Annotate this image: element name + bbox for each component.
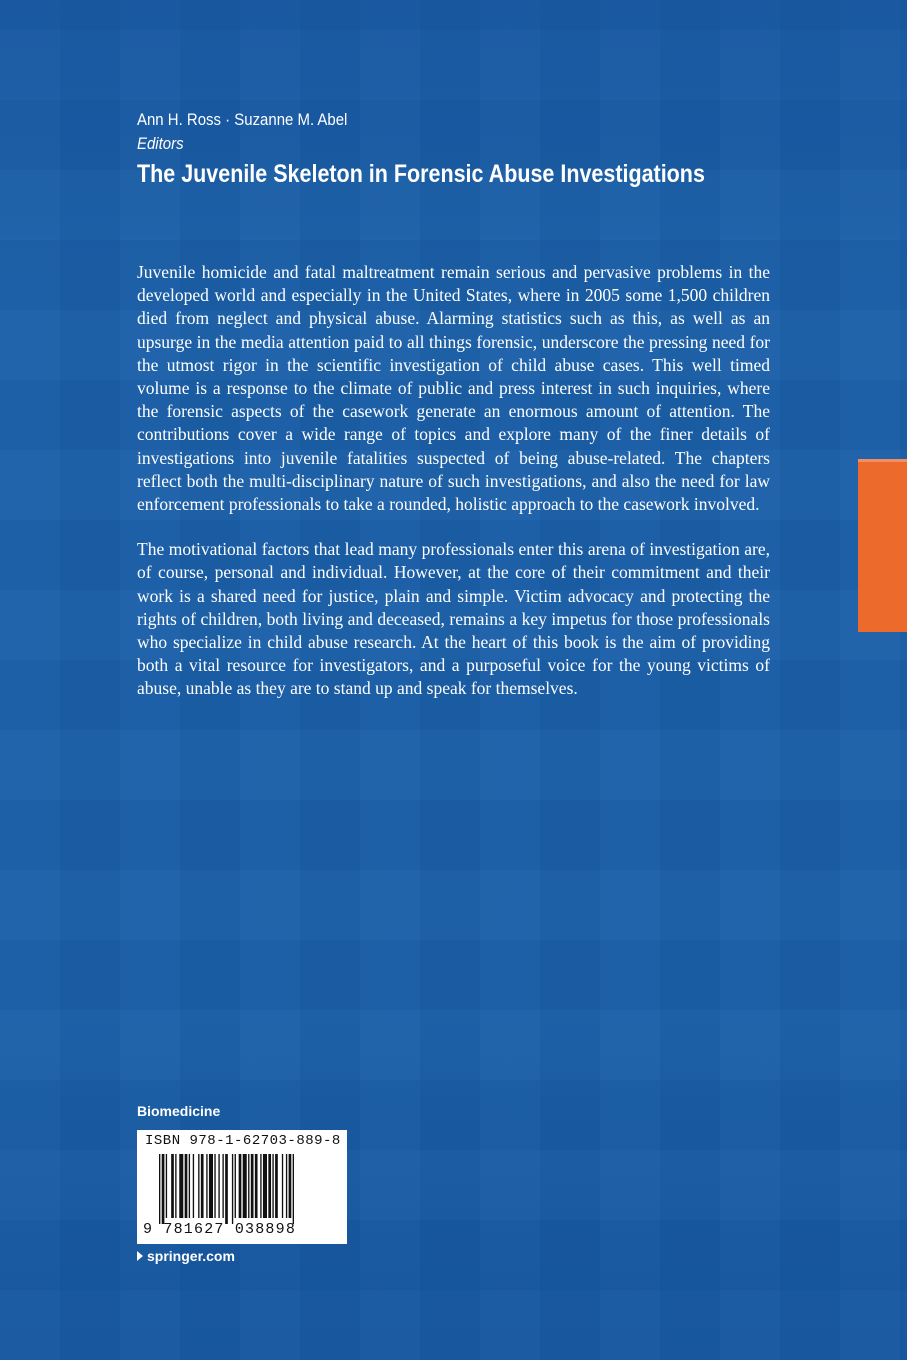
isbn-label: ISBN 978-1-62703-889-8 [145, 1133, 341, 1149]
barcode-bar [175, 1154, 176, 1218]
book-title: The Juvenile Skeleton in Forensic Abuse Investigations [137, 160, 705, 188]
barcode-bar [201, 1154, 204, 1218]
barcode-bar [189, 1154, 190, 1218]
barcode-bar [166, 1154, 167, 1218]
barcode-bar [243, 1154, 247, 1218]
barcode-bar [235, 1154, 236, 1218]
barcode-bar [289, 1154, 292, 1218]
barcode-bar [171, 1154, 174, 1218]
barcode-bar [260, 1154, 261, 1218]
barcode-bar [209, 1154, 213, 1218]
barcode-bar [159, 1154, 160, 1224]
orange-spine-tab [858, 459, 907, 632]
barcode-bar [218, 1154, 219, 1218]
barcode-bar [179, 1154, 183, 1218]
barcode-bar [255, 1154, 258, 1218]
barcode-bar [248, 1154, 249, 1218]
barcode-bar [214, 1154, 215, 1218]
barcode-bar [293, 1154, 294, 1224]
barcode-bar [275, 1154, 278, 1218]
barcode-bar [239, 1154, 242, 1218]
website-text: springer.com [147, 1248, 235, 1264]
barcode-bar [185, 1154, 188, 1218]
arrow-right-icon [137, 1251, 143, 1261]
editors-names: Ann H. Ross · Suzanne M. Abel [137, 110, 348, 129]
barcode-digits: 9 781627 038898 [143, 1221, 297, 1238]
barcode-bar [286, 1154, 287, 1218]
barcode-bar [263, 1154, 267, 1218]
subject-category: Biomedicine [137, 1103, 221, 1119]
barcode-bar [282, 1154, 283, 1218]
barcode-bar [232, 1154, 233, 1224]
barcode-bar [268, 1154, 271, 1218]
barcode-bar [222, 1154, 223, 1218]
barcode-bar [162, 1154, 165, 1224]
website-link[interactable] [137, 1248, 235, 1264]
editors-label: Editors [137, 134, 184, 153]
cover-header [137, 108, 837, 190]
barcode-bar [198, 1154, 199, 1218]
isbn-barcode [137, 1130, 347, 1244]
barcode-bar [225, 1154, 228, 1224]
barcode-bar [272, 1154, 273, 1218]
barcode-bar [251, 1154, 254, 1218]
description-paragraph-1: Juvenile homicide and fatal maltreatment remain serious and pervasive problems in the developed world and especially in the United States, where in 2005 some 1,500 children died from neglect and physical abuse. Alarming statistics such as this, as well as an upsurge in the media attention paid to all things forensic, underscore the pressing need for the utmost rigor in the scientific investigation of child abuse cases. This well timed volume is a response to the climate of public and press interest in such inquiries, where the forensic aspects of the casework generate an enormous amount of attention. The contributions cover a wide range of topics and explore many of the finer details of investigations into juvenile fatalities suspected of being abuse-related. The chapters reflect both the multi-disciplinary nature of such investigations, and also the need for law enforcement professionals to take a rounded, holistic approach to the casework involved. [137, 262, 770, 515]
barcode-bar [206, 1154, 207, 1218]
description-paragraph-2: The motivational factors that lead many professionals enter this arena of investigation are, of course, personal and individual. However, at the core of their commitment and their work is a shared need for justice, plain and simple. Victim advocacy and protecting the rights of children, both living and deceased, remains a key impetus for those professionals who specialize in child abuse research. At the heart of this book is the aim of providing both a vital resource for investigators, and a purposeful voice for the young victims of abuse, unable as they are to stand up and speak for themselves. [137, 539, 770, 699]
book-description [137, 261, 770, 723]
barcode-bar [193, 1154, 194, 1218]
